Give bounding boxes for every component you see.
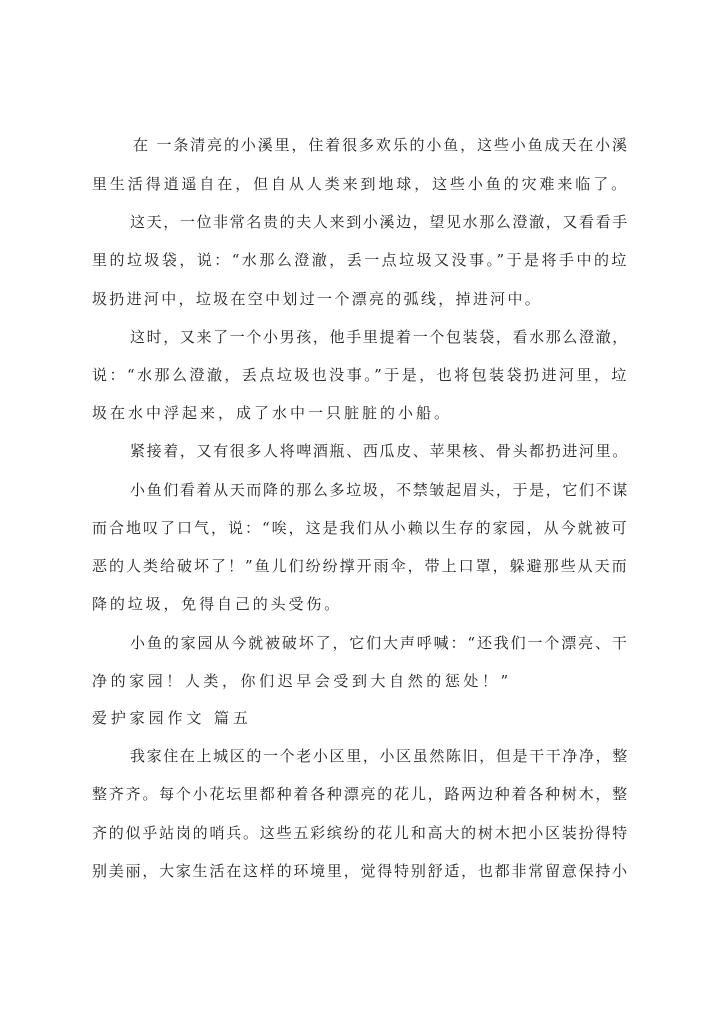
paragraph-line: 里生活得逍遥自在，但自从人类来到地球，这些小鱼的灾难来临了。 <box>92 175 630 193</box>
paragraph-line: 紧接着，又有很多人将啤酒瓶、西瓜皮、苹果核、骨头都扔进河里。 <box>130 442 629 460</box>
paragraph-line: 在 一条清亮的小溪里，住着很多欢乐的小鱼，这些小鱼成天在小溪 <box>133 136 629 154</box>
section-heading: 爱护家园作文 篇五 <box>92 709 252 727</box>
paragraph-line: 这天，一位非常名贵的夫人来到小溪边，望见水那么澄澈，又看看手 <box>130 213 629 231</box>
paragraph-line: 小鱼们看着从天而降的那么多垃圾，不禁皱起眉头，于是，它们不谋 <box>130 481 629 499</box>
paragraph-line: 而合地叹了口气，说：“唉，这是我们从小赖以生存的家园，从今就被可 <box>92 519 629 537</box>
paragraph-line: 小鱼的家园从今就被破坏了，它们大声呼喊：“还我们一个漂亮、干 <box>130 634 629 652</box>
paragraph-line: 我家住在上城区的一个老小区里，小区虽然陈旧，但是干干净净，整 <box>130 747 629 765</box>
paragraph-line: 整齐齐。每个小花坛里都种着各种漂亮的花儿，路两边种着各种树木，整 <box>92 785 629 803</box>
paragraph-line: 圾扔进河中，垃圾在空中划过一个漂亮的弧线，掉进河中。 <box>92 290 543 308</box>
paragraph-line: 恶的人类给破坏了！”鱼儿们纷纷撑开雨伞，带上口罩，躲避那些从天而 <box>92 557 629 575</box>
paragraph-line: 这时，又来了一个小男孩，他手里提着一个包装袋，看水那么澄澈， <box>130 328 629 346</box>
paragraph-line: 齐的似乎站岗的哨兵。这些五彩缤纷的花儿和高大的树木把小区装扮得特 <box>92 824 629 842</box>
paragraph-line: 别美丽，大家生活在这样的环境里，觉得特别舒适，也都非常留意保持小 <box>92 862 629 880</box>
paragraph-line: 说：“水那么澄澈，丢点垃圾也没事。”于是，也将包装袋扔进河里，垃 <box>92 366 629 384</box>
paragraph-line: 里的垃圾袋，说：“水那么澄澈，丢一点垃圾又没事。”于是将手中的垃 <box>92 251 629 269</box>
paragraph-line: 降的垃圾，免得自己的头受伤。 <box>92 595 343 613</box>
paragraph-line: 圾在水中浮起来，成了水中一只脏脏的小船。 <box>92 404 453 422</box>
paragraph-line: 净的家园！人类，你们迟早会受到大自然的惩处！” <box>92 672 512 690</box>
